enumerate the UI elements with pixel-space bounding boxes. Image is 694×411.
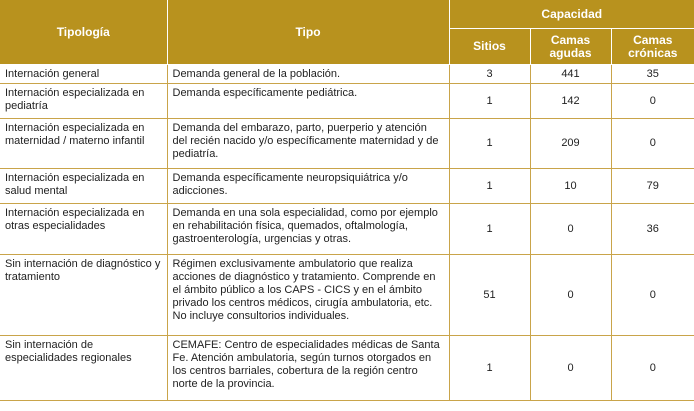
cell-tipologia: Internación especializada en maternidad / materno infantil	[0, 119, 167, 169]
cell-tipo: Demanda específicamente pediátrica.	[167, 84, 449, 119]
table-row	[0, 336, 694, 401]
cell-camas-agudas: 441	[530, 65, 611, 84]
cell-camas-cronicas: 36	[611, 204, 694, 255]
cell-camas-cronicas: 0	[611, 119, 694, 169]
table-row	[0, 119, 694, 169]
cell-sitios: 1	[449, 204, 530, 255]
cell-tipologia: Sin internación de diagnóstico y tratamiento	[0, 255, 167, 336]
cell-tipologia: Internación especializada en pediatría	[0, 84, 167, 119]
header-camas-cronicas: Camas crónicas	[611, 29, 694, 65]
table-row	[0, 204, 694, 255]
cell-tipologia: Internación especializada en salud mental	[0, 169, 167, 204]
cell-tipo: Régimen exclusivamente ambulatorio que realiza acciones de diagnóstico y tratamiento. Comprende en el ámbito público a los CAPS - CICS y en el ámbito privado los centros médicos, cirugía ambulatoria, etc. No incluye consultorios individuales.	[167, 255, 449, 336]
cell-camas-agudas: 0	[530, 336, 611, 401]
table-row	[0, 255, 694, 336]
cell-sitios: 1	[449, 169, 530, 204]
cell-sitios: 3	[449, 65, 530, 84]
cell-sitios: 1	[449, 119, 530, 169]
table-row	[0, 84, 694, 119]
table-body	[0, 65, 694, 401]
header-capacidad: Capacidad	[449, 0, 694, 29]
cell-camas-agudas: 142	[530, 84, 611, 119]
cell-sitios: 1	[449, 336, 530, 401]
cell-tipo: Demanda específicamente neuropsiquiátrica y/o adicciones.	[167, 169, 449, 204]
cell-camas-cronicas: 0	[611, 336, 694, 401]
cell-camas-agudas: 0	[530, 255, 611, 336]
cell-tipologia: Sin internación de especialidades regionales	[0, 336, 167, 401]
cell-tipologia: Internación especializada en otras especialidades	[0, 204, 167, 255]
cell-tipo: Demanda del embarazo, parto, puerperio y atención del recién nacido y/o específicamente maternidad y de pediatría.	[167, 119, 449, 169]
table-row	[0, 169, 694, 204]
cell-camas-cronicas: 0	[611, 84, 694, 119]
cell-sitios: 1	[449, 84, 530, 119]
table-header	[0, 0, 694, 65]
cell-camas-cronicas: 79	[611, 169, 694, 204]
header-tipo: Tipo	[167, 0, 449, 65]
cell-tipo: Demanda en una sola especialidad, como por ejemplo en rehabilitación física, quemados, oftalmología, gastroenterología, urgencias y otras.	[167, 204, 449, 255]
cell-sitios: 51	[449, 255, 530, 336]
header-camas-agudas: Camas agudas	[530, 29, 611, 65]
table-row	[0, 65, 694, 84]
cell-tipo: CEMAFE: Centro de especialidades médicas de Santa Fe. Atención ambulatoria, según turnos otorgados en los centros barriales, cobertura de la región centro norte de la provincia.	[167, 336, 449, 401]
header-sitios: Sitios	[449, 29, 530, 65]
cell-camas-agudas: 209	[530, 119, 611, 169]
cell-tipologia: Internación general	[0, 65, 167, 84]
cell-tipo: Demanda general de la población.	[167, 65, 449, 84]
header-tipologia: Tipología	[0, 0, 167, 65]
cell-camas-cronicas: 0	[611, 255, 694, 336]
cell-camas-agudas: 0	[530, 204, 611, 255]
cell-camas-agudas: 10	[530, 169, 611, 204]
cell-camas-cronicas: 35	[611, 65, 694, 84]
